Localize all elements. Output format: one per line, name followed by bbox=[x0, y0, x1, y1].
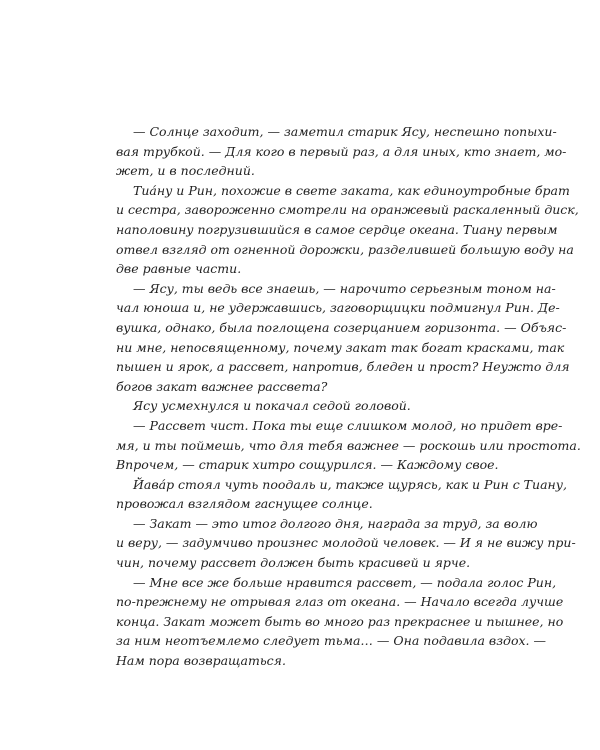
text-line: — Мне все же больше нравится рассвет, — подала голос Рин, bbox=[133, 574, 557, 590]
text-line: за ним неотъемлемо следует тьма… — Она подавила вздох. — bbox=[116, 633, 546, 649]
text-line: ни мне, непосвященному, почему закат так богат красками, так bbox=[116, 339, 565, 355]
text-line: Йава́р стоял чуть поодаль и, также щурясь, как и Рин с Тиану, bbox=[133, 476, 567, 492]
text-line: — Ясу, ты ведь все знаешь, — нарочито серьезным тоном на- bbox=[133, 280, 556, 296]
text-line: Нам пора возвращаться. bbox=[116, 653, 286, 669]
text-line: провожал взглядом гаснущее солнце. bbox=[116, 496, 373, 512]
text-line: чал юноша и, не удержавшись, заговорщицки подмигнул Рин. Де- bbox=[116, 300, 560, 316]
text-line: — Закат — это итог долгого дня, награда за труд, за волю bbox=[133, 515, 538, 531]
text-line: — Солнце заходит, — заметил старик Ясу, неспешно попыхи- bbox=[133, 124, 557, 139]
text-line: и сестра, завороженно смотрели на оранжевый раскаленный диск, bbox=[116, 202, 579, 218]
text-line: Тиа́ну и Рин, похожие в свете заката, как единоутробные брат bbox=[133, 182, 570, 198]
text-line: конца. Закат может быть во много раз прекраснее и пышнее, но bbox=[116, 613, 564, 629]
text-line: Ясу усмехнулся и покачал седой головой. bbox=[133, 398, 411, 414]
text-line: чин, почему рассвет должен быть красивей и ярче. bbox=[116, 555, 471, 571]
text-line: Впрочем, — старик хитро сощурился. — Каждому свое. bbox=[116, 457, 499, 473]
text-line: мя, и ты поймешь, что для тебя важнее — роскошь или простота. bbox=[116, 437, 581, 453]
text-line: по-прежнему не отрывая глаз от океана. — Начало всегда лучше bbox=[116, 594, 564, 610]
text-line: две равные части. bbox=[116, 261, 242, 277]
text-line: пышен и ярок, а рассвет, напротив, бледен и прост? Неужто для bbox=[116, 359, 570, 375]
text-line: отвел взгляд от огненной дорожки, разделившей большую воду на bbox=[116, 241, 574, 257]
text-line: богов закат важнее рассвета? bbox=[116, 378, 328, 394]
text-line: вушка, однако, была поглощена созерцанием горизонта. — Объяс- bbox=[116, 319, 567, 335]
text-line: наполовину погрузившийся в самое сердце океана. Тиану первым bbox=[116, 221, 558, 237]
text-line: вая трубкой. — Для кого в первый раз, а для иных, кто знает, мо- bbox=[116, 143, 567, 159]
text-line: жет, и в последний. bbox=[116, 163, 255, 179]
text-line: и веру, — задумчиво произнес молодой человек. — И я не вижу при- bbox=[116, 535, 576, 551]
text-line: — Рассвет чист. Пока ты еще слишком молод, но придет вре- bbox=[133, 417, 563, 433]
book-page-text bbox=[116, 122, 581, 671]
